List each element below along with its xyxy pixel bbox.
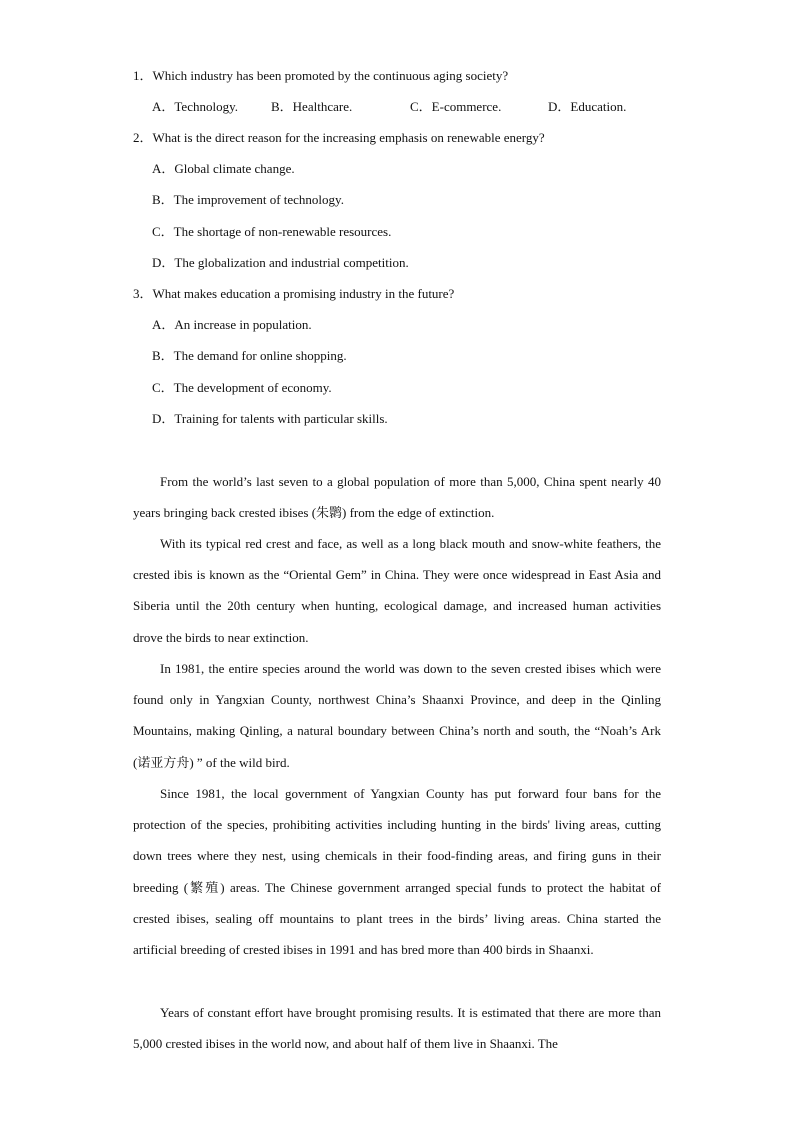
question-1-option-c: C．E-commerce. [410,99,502,114]
question-1-option-d: D．Education. [548,99,627,114]
passage-paragraph-5: Years of constant effort have brought promising results. It is estimated that there are more than 5,000 crested ibises in the world now, and about half of them live in Shaanxi. The [133,1005,661,1052]
question-3-option-b: B．The demand for online shopping. [152,348,347,363]
question-1-stem: 1．Which industry has been promoted by the continuous aging society? [133,68,509,83]
passage-paragraph-3: In 1981, the entire species around the world was down to the seven crested ibises which were found only in Yangxian County, northwest China’s Shaanxi Province, and deep in the Qinling Mountains, making Qinling, a natural boundary between China’s north and south, the “Noah’s Ark (诺亚方舟) ” of the wild bird. [133,661,661,770]
question-2-option-b: B．The improvement of technology. [152,192,344,207]
question-3-option-c: C．The development of economy. [152,380,332,395]
question-3-option-a: A．An increase in population. [152,317,312,332]
question-2-option-d: D．The globalization and industrial competition. [152,255,409,270]
question-1-option-b: B．Healthcare. [271,99,353,114]
question-2-option-c: C．The shortage of non-renewable resources. [152,224,392,239]
question-3-stem: 3．What makes education a promising industry in the future? [133,286,455,301]
question-3-option-d: D．Training for talents with particular skills. [152,411,388,426]
question-1-option-a: A．Technology. [152,99,238,114]
question-2-option-a: A．Global climate change. [152,161,295,176]
passage-paragraph-4: Since 1981, the local government of Yangxian County has put forward four bans for the protection of the species, prohibiting activities including hunting in the birds' living areas, cutting down trees where they nest, using chemicals in their food-finding areas, and firing guns in their breeding (繁殖) areas. The Chinese government arranged special funds to protect the habitat of crested ibises, sealing off mountains to plant trees in the birds’ living areas. China started the artificial breeding of crested ibises in 1991 and has bred more than 400 birds in Shaanxi. [133,786,661,958]
passage-paragraph-1: From the world’s last seven to a global population of more than 5,000, China spent nearly 40 years bringing back crested ibises (朱鹮) from the edge of extinction. [133,474,661,521]
passage-paragraph-2: With its typical red crest and face, as well as a long black mouth and snow-white feathers, the crested ibis is known as the “Oriental Gem” in China. They were once widespread in East Asia and Siberia until the 20th century when hunting, ecological damage, and increased human activities drove the birds to near extinction. [133,536,661,645]
question-2-stem: 2．What is the direct reason for the increasing emphasis on renewable energy? [133,130,545,145]
